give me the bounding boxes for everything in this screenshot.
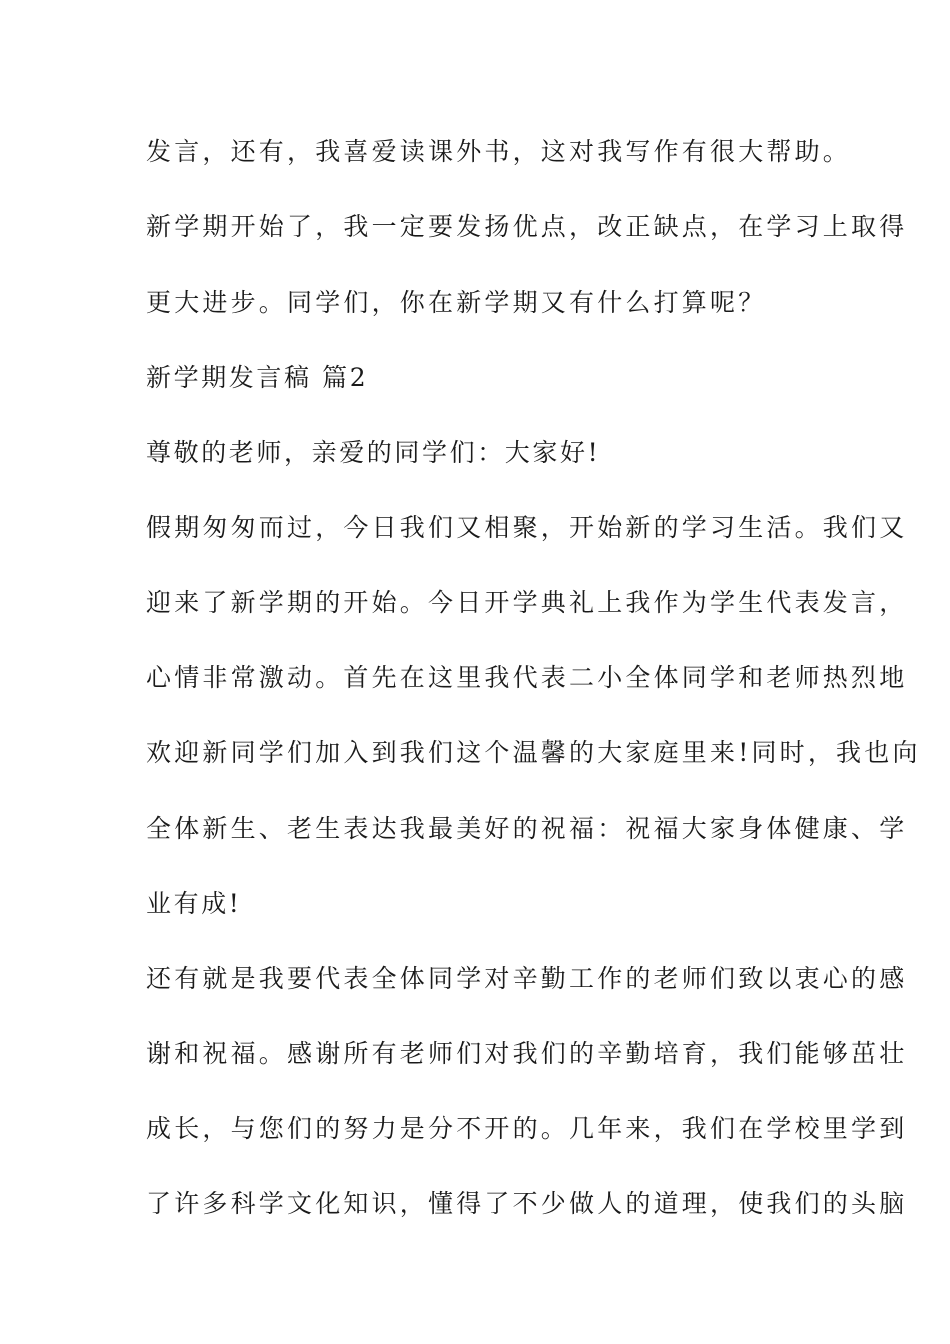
text-line: 业有成! <box>146 889 242 918</box>
text-line: 还有就是我要代表全体同学对辛勤工作的老师们致以衷心的感 <box>146 964 908 993</box>
text-line: 了许多科学文化知识，懂得了不少做人的道理，使我们的头脑 <box>146 1189 908 1218</box>
text-line: 全体新生、老生表达我最美好的祝福：祝福大家身体健康、学 <box>146 814 908 843</box>
text-line: 谢和祝福。感谢所有老师们对我们的辛勤培育，我们能够茁壮 <box>146 1039 908 1068</box>
text-line: 迎来了新学期的开始。今日开学典礼上我作为学生代表发言， <box>146 588 908 617</box>
text-line: 发言，还有，我喜爱读课外书，这对我写作有很大帮助。 <box>146 137 852 166</box>
salutation-line: 尊敬的老师，亲爱的同学们：大家好! <box>146 438 601 467</box>
section-heading: 新学期发言稿 篇2 <box>146 363 369 392</box>
text-line: 新学期开始了，我一定要发扬优点，改正缺点，在学习上取得 <box>146 212 908 241</box>
text-line: 假期匆匆而过，今日我们又相聚，开始新的学习生活。我们又 <box>146 513 908 542</box>
text-line: 更大进步。同学们，你在新学期又有什么打算呢？ <box>146 288 767 317</box>
text-line: 成长，与您们的努力是分不开的。几年来，我们在学校里学到 <box>146 1114 908 1143</box>
text-line: 欢迎新同学们加入到我们这个温馨的大家庭里来!同时，我也向 <box>146 738 921 767</box>
text-line: 心情非常激动。首先在这里我代表二小全体同学和老师热烈地 <box>146 663 908 692</box>
